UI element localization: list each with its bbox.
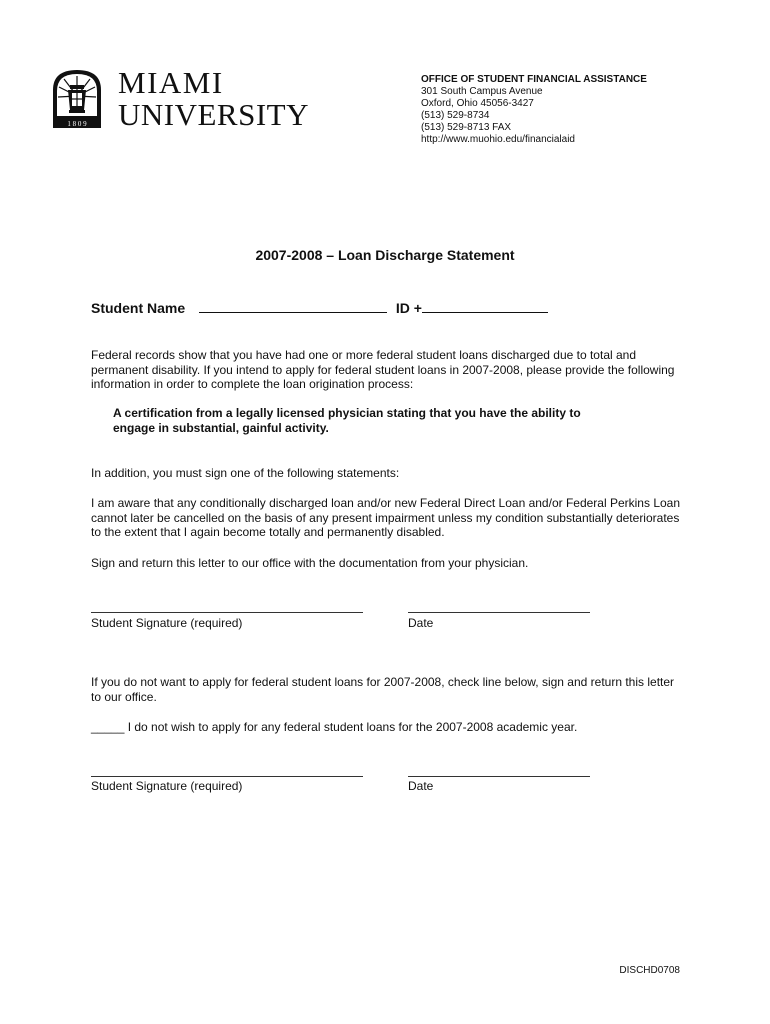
miami-university-logo	[50, 65, 320, 134]
opt-out-instructions: If you do not want to apply for federal student loans for 2007-2008, check line below, sign and return this letter to our office.	[91, 675, 675, 704]
student-id-field[interactable]	[422, 299, 548, 313]
student-signature-label-2: Student Signature (required)	[91, 779, 243, 793]
office-website-link[interactable]: http://www.muohio.edu/financialaid	[421, 134, 575, 145]
opt-out-check-blank[interactable]: _____	[91, 720, 125, 734]
date-line-1[interactable]	[408, 612, 590, 613]
date-label-1: Date	[408, 616, 434, 630]
date-line-2[interactable]	[408, 776, 590, 777]
office-fax: (513) 529-8713 FAX	[421, 122, 512, 133]
student-signature-line-2[interactable]	[91, 776, 363, 777]
student-name-field[interactable]	[199, 299, 387, 313]
opt-out-statement-row	[91, 720, 691, 735]
date-label-2: Date	[408, 779, 434, 793]
student-signature-label-1: Student Signature (required)	[91, 616, 243, 630]
intro-paragraph: Federal records show that you have had one or more federal student loans discharged due to total and permanent disability. If you intend to apply for federal student loans in 2007-2008, please provide the following information in order to complete the loan origination process:	[91, 348, 675, 391]
student-name-id-row	[91, 299, 548, 316]
in-addition-text: In addition, you must sign one of the following statements:	[91, 466, 400, 480]
document-title: 2007-2008 – Loan Discharge Statement	[255, 247, 515, 263]
opt-out-statement: I do not wish to apply for any federal student loans for the 2007-2008 academic year.	[124, 720, 578, 734]
discharge-acknowledgement-statement: I am aware that any conditionally discharged loan and/or new Federal Direct Loan and/or Federal Perkins Loan cannot later be cancelled on the basis of any present impairment unless my condition substantially deteriorates to the extent that I again become totally and permanently disabled.	[91, 496, 681, 539]
university-seal-icon	[50, 68, 104, 130]
university-wordmark	[118, 65, 309, 132]
office-title: OFFICE OF STUDENT FINANCIAL ASSISTANCE	[421, 74, 647, 85]
wordmark-line-2: UNIVERSITY	[118, 97, 309, 132]
student-id-label: ID +	[395, 300, 422, 316]
seal-year: 1 8 0 9	[67, 120, 87, 128]
physician-certification-requirement: A certification from a legally licensed physician stating that you have the ability to engage in substantial, gainful activity.	[113, 406, 581, 435]
form-code: DISCHD0708	[619, 965, 680, 976]
office-contact-block	[421, 74, 647, 146]
sign-and-return-text: Sign and return this letter to our office with the documentation from your physician.	[91, 556, 529, 570]
student-signature-line-1[interactable]	[91, 612, 363, 613]
office-phone: (513) 529-8734	[421, 110, 490, 121]
wordmark-line-1: MIAMI	[118, 65, 224, 100]
office-address-line-2: Oxford, Ohio 45056-3427	[421, 98, 534, 109]
office-address-line-1: 301 South Campus Avenue	[421, 86, 543, 97]
student-name-label: Student Name	[91, 300, 186, 316]
